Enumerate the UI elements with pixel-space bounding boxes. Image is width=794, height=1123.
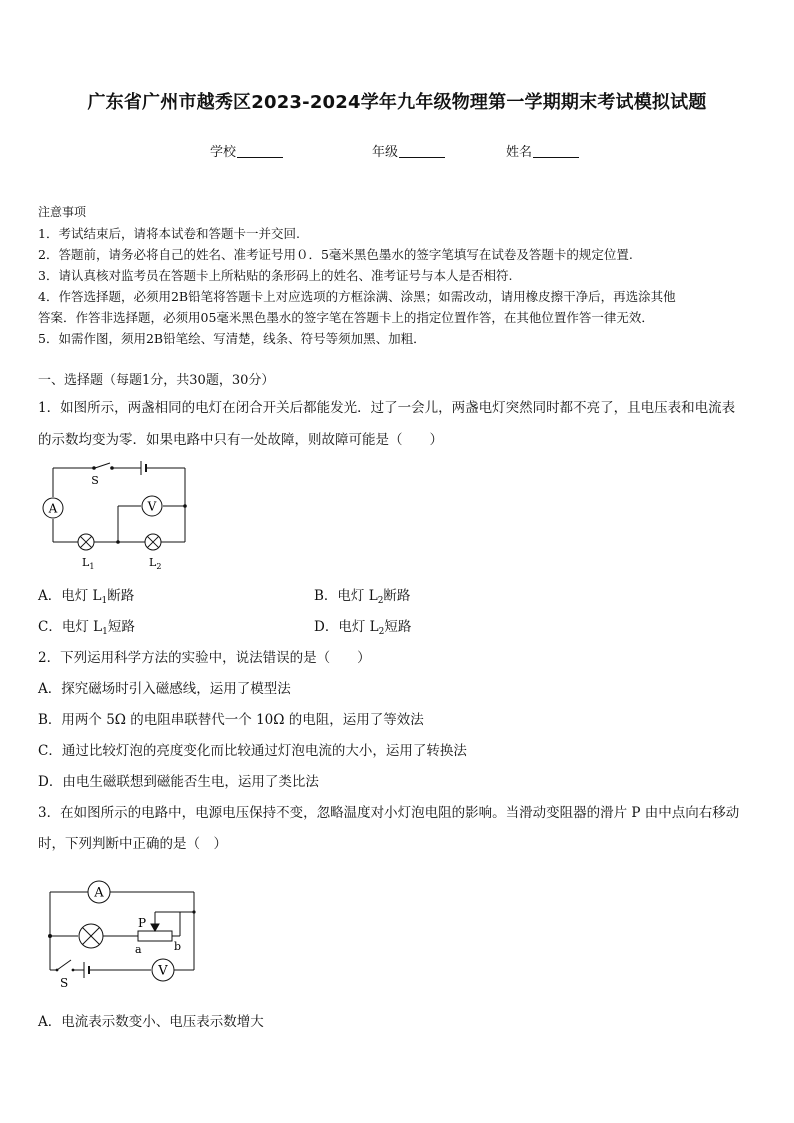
name-label: 姓名 bbox=[506, 145, 533, 160]
name-field bbox=[506, 141, 579, 160]
switch-label: S bbox=[60, 976, 69, 990]
grade-field bbox=[372, 141, 445, 160]
question-1-option-d[interactable]: D．电灯 $L_2$短路 bbox=[314, 619, 412, 637]
notice-heading: 注意事项 bbox=[38, 205, 87, 219]
school-blank[interactable] bbox=[237, 144, 283, 158]
rheostat-end-b-label: b bbox=[174, 940, 182, 953]
slider-arrow-icon bbox=[151, 924, 159, 931]
school-label: 学校 bbox=[210, 145, 237, 160]
question-2-stem: 2．下列运用科学方法的实验中，说法错误的是（ ） bbox=[38, 650, 371, 666]
voltmeter-label: V bbox=[147, 499, 157, 514]
question-3-stem-line2: 时，下列判断中正确的是（ ） bbox=[38, 836, 227, 852]
slider-label: P bbox=[137, 916, 147, 930]
grade-blank[interactable] bbox=[399, 144, 445, 158]
notice-item: 3．请认真核对监考员在答题卡上所粘贴的条形码上的姓名、准考证号与本人是否相符. bbox=[38, 268, 513, 283]
question-3-option-a[interactable]: A．电流表示数变小、电压表示数增大 bbox=[38, 1014, 264, 1030]
question-1-option-b[interactable]: B．电灯 $L_2$断路 bbox=[314, 588, 411, 606]
notice-item: 2．答题前，请务必将自己的姓名、准考证号用０．5毫米黑色墨水的签字笔填写在试卷及答题卡的规定位置. bbox=[38, 247, 633, 262]
notice-item: 答案．作答非选择题，必须用05毫米黑色墨水的签字笔在答题卡上的指定位置作答，在其他位置作答一律无效． bbox=[38, 310, 654, 325]
lamp-1-label: $L_1$ bbox=[82, 556, 95, 571]
question-1-option-c[interactable]: C．电灯 $L_1$短路 bbox=[38, 619, 135, 637]
question-2-option-a[interactable]: A．探究磁场时引入磁感线，运用了模型法 bbox=[38, 681, 291, 697]
rheostat-end-a-label: a bbox=[135, 943, 142, 956]
question-2-option-b[interactable]: B．用两个 5Ω 的电阻串联替代一个 10Ω 的电阻，运用了等效法 bbox=[38, 712, 424, 728]
question-1-circuit-diagram bbox=[38, 456, 198, 574]
question-2-option-c[interactable]: C．通过比较灯泡的亮度变化而比较通过灯泡电流的大小，运用了转换法 bbox=[38, 743, 467, 759]
question-3-circuit-diagram bbox=[38, 874, 208, 996]
question-1-option-a[interactable]: A．电灯 $L_1$断路 bbox=[38, 588, 135, 606]
question-1-stem-line2: 的示数均变为零．如果电路中只有一处故障，则故障可能是（ ） bbox=[38, 432, 443, 448]
grade-label: 年级 bbox=[372, 145, 399, 160]
switch-label: S bbox=[91, 474, 99, 487]
exam-title: 广东省广州市越秀区2023-2024学年九年级物理第一学期期末考试模拟试题 bbox=[87, 92, 707, 113]
ammeter-label: A bbox=[94, 885, 104, 901]
voltmeter-label: V bbox=[158, 963, 168, 979]
name-blank[interactable] bbox=[533, 144, 579, 158]
notice-item: 1．考试结束后，请将本试卷和答题卡一并交回. bbox=[38, 226, 300, 241]
question-1-stem-line1: 1．如图所示，两盏相同的电灯在闭合开关后都能发光．过了一会儿，两盏电灯突然同时都不亮了，且电压表和电流表 bbox=[38, 400, 736, 416]
notice-item: 5．如需作图，须用2B铅笔绘、写清楚，线条、符号等须加黑、加粗． bbox=[38, 331, 426, 346]
question-3-stem-line1: 3．在如图所示的电路中，电源电压保持不变，忽略温度对小灯泡电阻的影响。当滑动变阻器的滑片 P 由中点向右移动 bbox=[38, 805, 740, 821]
school-field bbox=[210, 141, 283, 160]
rheostat-icon bbox=[138, 931, 172, 941]
lamp-2-label: $L_2$ bbox=[149, 556, 162, 571]
ammeter-label: A bbox=[48, 501, 58, 516]
notice-item: 4．作答选择题，必须用2B铅笔将答题卡上对应选项的方框涂满、涂黑；如需改动，请用橡皮擦干净后，再选涂其他 bbox=[38, 289, 676, 304]
section-heading: 一、选择题（每题1分，共30题，30分） bbox=[38, 373, 275, 388]
question-2-option-d[interactable]: D．由电生磁联想到磁能否生电，运用了类比法 bbox=[38, 774, 319, 790]
